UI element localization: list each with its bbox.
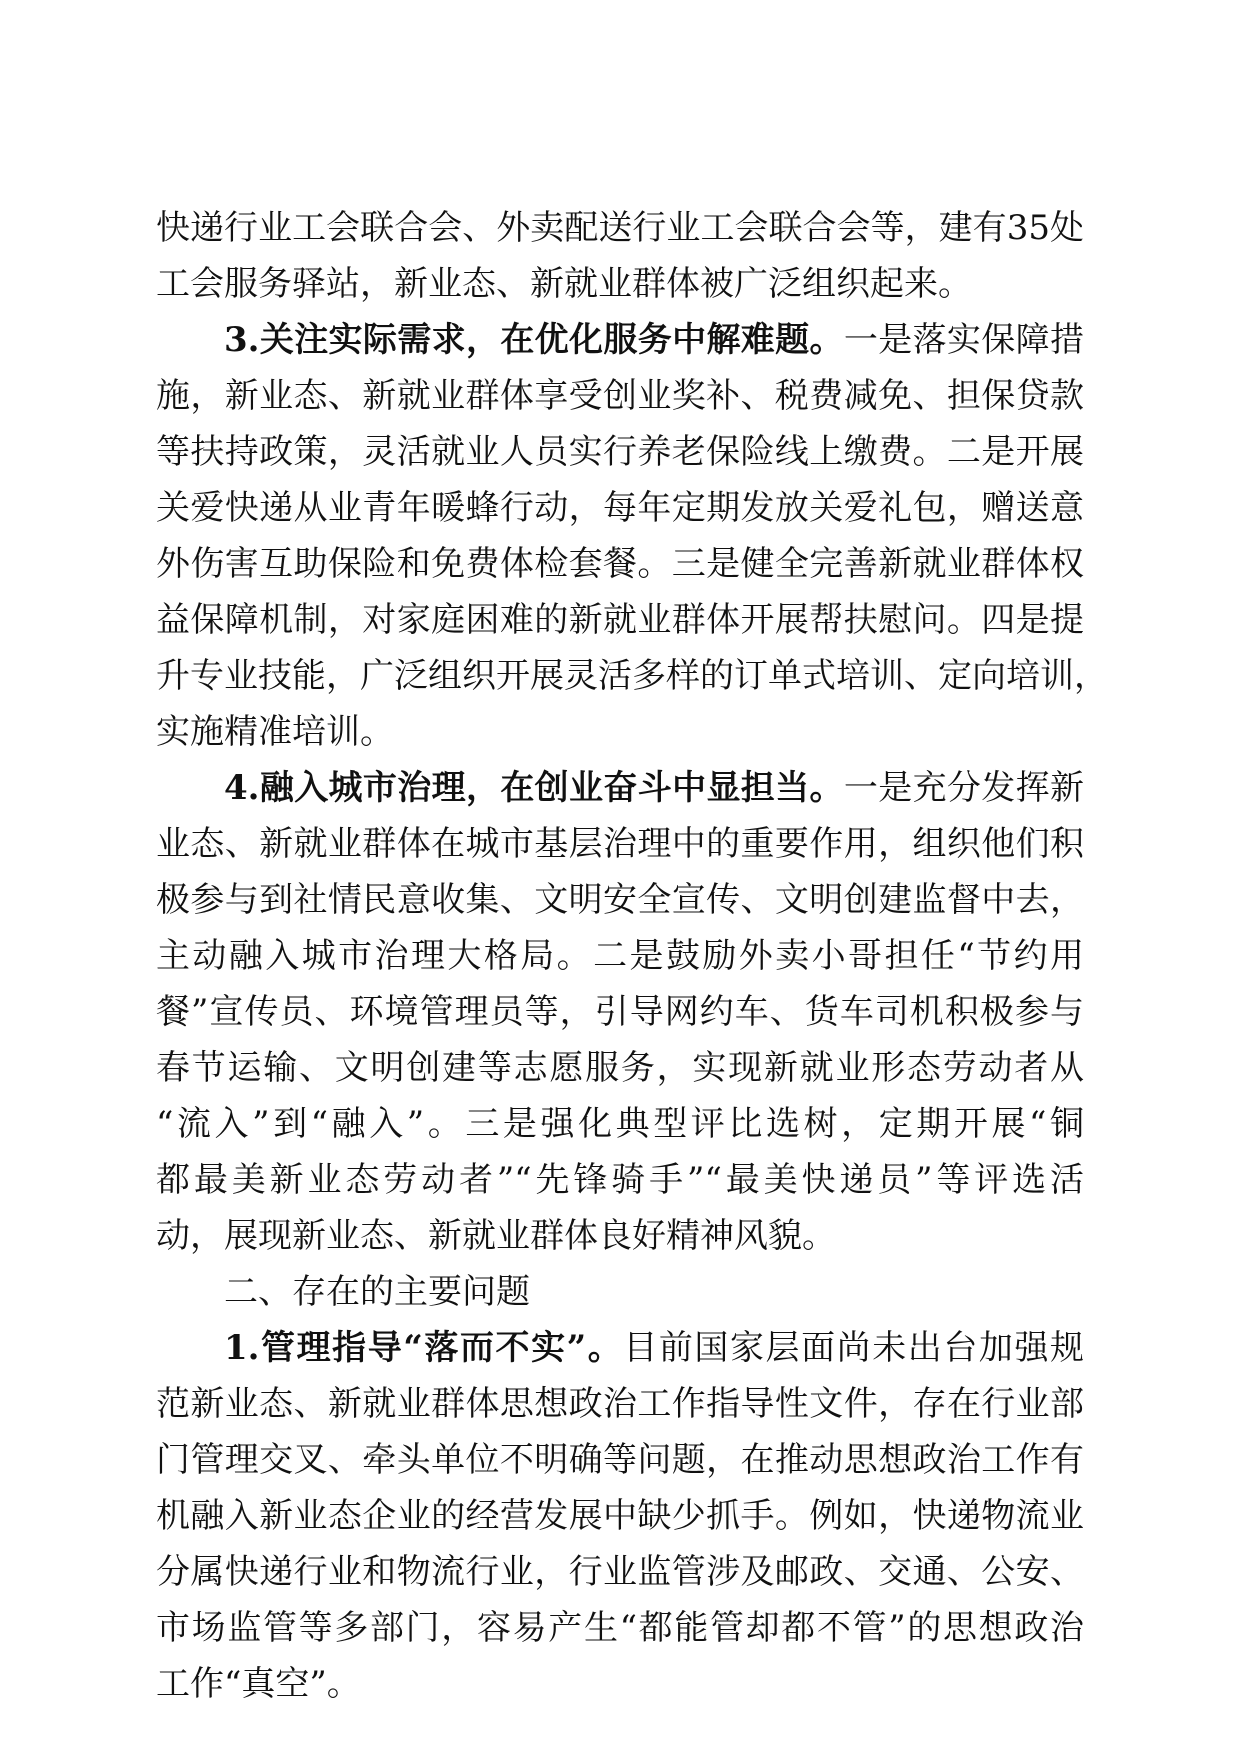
- text-line: 外伤害互助保险和免费体检套餐。三是健全完善新就业群体权: [156, 544, 1084, 584]
- text-line: 等扶持政策，灵活就业人员实行养老保险线上缴费。二是开展: [156, 432, 1084, 472]
- text-line: 市场监管等多部门，容易产生“都能管却都不管”的思想政治: [156, 1608, 1084, 1648]
- text-line: “流入”到“融入”。三是强化典型评比选树，定期开展“铜: [156, 1104, 1084, 1144]
- section-heading: 4.融入城市治理，在创业奋斗中显担当。: [224, 768, 844, 808]
- text-line: 动，展现新业态、新就业群体良好精神风貌。: [156, 1216, 836, 1256]
- text-line: 益保障机制，对家庭困难的新就业群体开展帮扶慰问。四是提: [156, 600, 1084, 640]
- section-heading: 1.管理指导“落而不实”。: [224, 1328, 624, 1368]
- text-line: 关爱快递从业青年暖蜂行动，每年定期发放关爱礼包，赠送意: [156, 488, 1084, 528]
- section-heading-line: 4.融入城市治理，在创业奋斗中显担当。一是充分发挥新: [224, 768, 1084, 808]
- section-heading-line: 3.关注实际需求，在优化服务中解难题。一是落实保障措: [224, 320, 1084, 360]
- text-line: 极参与到社情民意收集、文明安全宣传、文明创建监督中去，: [156, 880, 1084, 920]
- text-line: 工作“真空”。: [156, 1664, 361, 1704]
- text-line: 主动融入城市治理大格局。二是鼓励外卖小哥担任“节约用: [156, 936, 1084, 976]
- text-line: 升专业技能，广泛组织开展灵活多样的订单式培训、定向培训，: [156, 656, 1108, 696]
- text-line: 都最美新业态劳动者”“先锋骑手”“最美快递员”等评选活: [156, 1160, 1084, 1200]
- text-line: 范新业态、新就业群体思想政治工作指导性文件，存在行业部: [156, 1384, 1084, 1424]
- text-line: 餐”宣传员、环境管理员等，引导网约车、货车司机积极参与: [156, 992, 1084, 1032]
- text-line: 分属快递行业和物流行业，行业监管涉及邮政、交通、公安、: [156, 1552, 1084, 1592]
- section-heading-line: 1.管理指导“落而不实”。目前国家层面尚未出台加强规: [224, 1328, 1085, 1368]
- text-line: 快递行业工会联合会、外卖配送行业工会联合会等，建有35处: [156, 208, 1084, 248]
- text-line: 机融入新业态企业的经营发展中缺少抓手。例如，快递物流业: [156, 1496, 1084, 1536]
- text-line: 门管理交叉、牵头单位不明确等问题，在推动思想政治工作有: [156, 1440, 1084, 1480]
- chapter-heading: 二、存在的主要问题: [224, 1272, 530, 1312]
- text-line: 业态、新就业群体在城市基层治理中的重要作用，组织他们积: [156, 824, 1084, 864]
- text-line: 施，新业态、新就业群体享受创业奖补、税费减免、担保贷款: [156, 376, 1084, 416]
- text-line: 春节运输、文明创建等志愿服务，实现新就业形态劳动者从: [156, 1048, 1084, 1088]
- text-line: 工会服务驿站，新业态、新就业群体被广泛组织起来。: [156, 264, 972, 304]
- section-heading: 3.关注实际需求，在优化服务中解难题。: [224, 320, 844, 360]
- text-line: 实施精准培训。: [156, 712, 394, 752]
